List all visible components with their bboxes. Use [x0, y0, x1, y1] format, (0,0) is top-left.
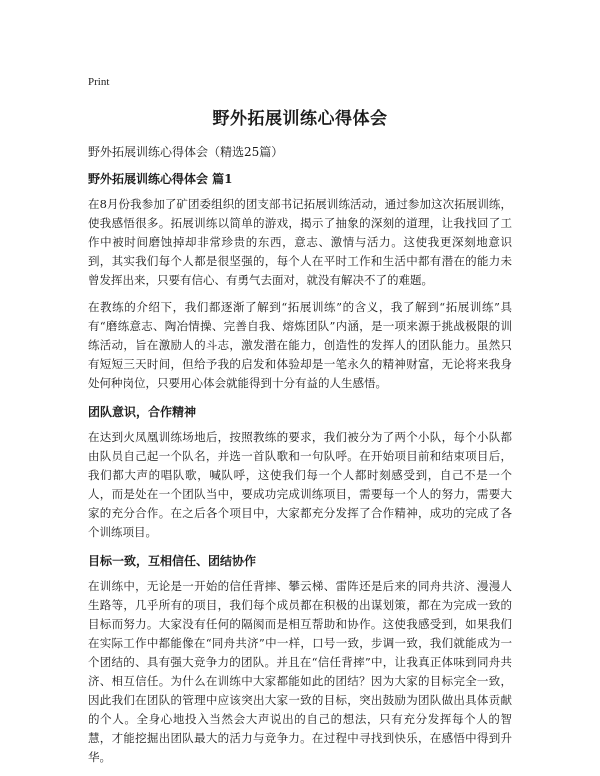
- print-link[interactable]: Print: [88, 76, 110, 88]
- paragraph: 在8月份我参加了矿团委组织的团支部书记拓展训练活动，通过参加这次拓展训练，使我感悟很多。拓展训练以简单的游戏，揭示了抽象的深刻的道理，让我找回了工作中被时间磨蚀掉却非常珍贵的东西，意志、激情与活力。这使我更深刻地意识到，其实我们每个人都是很坚强的，每个人在平时工作和生活中都有潜在的能力未曾发挥出来，只要有信心、有勇气去面对，就没有解决不了的难题。: [88, 197, 512, 287]
- paragraph: 在训练中，无论是一开始的信任背摔、攀云梯、雷阵还是后来的同舟共济、漫漫人生路等，几乎所有的项目，我们每个成员都在积极的出谋划策，都在为完成一致的目标而努力。大家没有任何的隔阂而是相互帮助和协作。这使我感受到，如果我们在实际工作中都能像在“同舟共济”中一样，口号一致，步调一致，我们就能成为一个团结的、具有强大竞争力的团队。并且在“信任背摔”中，让我真正体味到同舟共济、相互信任。为什么在训练中大家都能如此的团结？因为大家的目标完全一致，因此我们在团队的管理中应该突出大家一致的目标，突出鼓励为团队做出具体贡献的个人。全身心地投入当然会大声说出的自己的想法，只有充分发挥每个人的智慧，才能挖掘出团队最大的活力与竞争力。在过程中寻找到快乐，在感悟中得到升华。: [88, 579, 512, 764]
- section-2: [88, 403, 512, 542]
- section-heading: 目标一致，互相信任、团结协作: [88, 554, 257, 568]
- paragraph: 在教练的介绍下，我们都逐渐了解到“拓展训练”的含义，我了解到“拓展训练”具有“磨练意志、陶冶情操、完善自我、熔炼团队”内涵，是一项来源于挑战极限的训练活动，旨在激励人的斗志，激发潜在能力，创造性的发挥人的团队能力。虽然只有短短三天时间，但给予我的启发和体验却是一笔永久的精神财富，无论将来我身处何种岗位，只要用心体会就能得到十分有益的人生感悟。: [88, 300, 512, 390]
- document-subtitle: 野外拓展训练心得体会（精选25篇）: [88, 145, 284, 159]
- section-1: [88, 170, 512, 393]
- section-3: [88, 552, 512, 767]
- section-heading: 野外拓展训练心得体会 篇1: [88, 172, 233, 186]
- document-title: 野外拓展训练心得体会: [212, 109, 388, 129]
- section-heading: 团队意识，合作精神: [88, 405, 197, 419]
- paragraph: 在达到火凤凰训练场地后，按照教练的要求，我们被分为了两个小队，每个小队都由队员自己起一个队名，并选一首队歌和一句队呼。在开始项目前和结束项目后，我们都大声的唱队歌，喊队呼，这使我们每一个人都时刻感受到，自己不是一个人，而是处在一个团队当中，要成功完成训练项目，需要每一个人的努力，需要大家的充分合作。在之后各个项目中，大家都充分发挥了合作精神，成功的完成了各个训练项目。: [88, 430, 512, 539]
